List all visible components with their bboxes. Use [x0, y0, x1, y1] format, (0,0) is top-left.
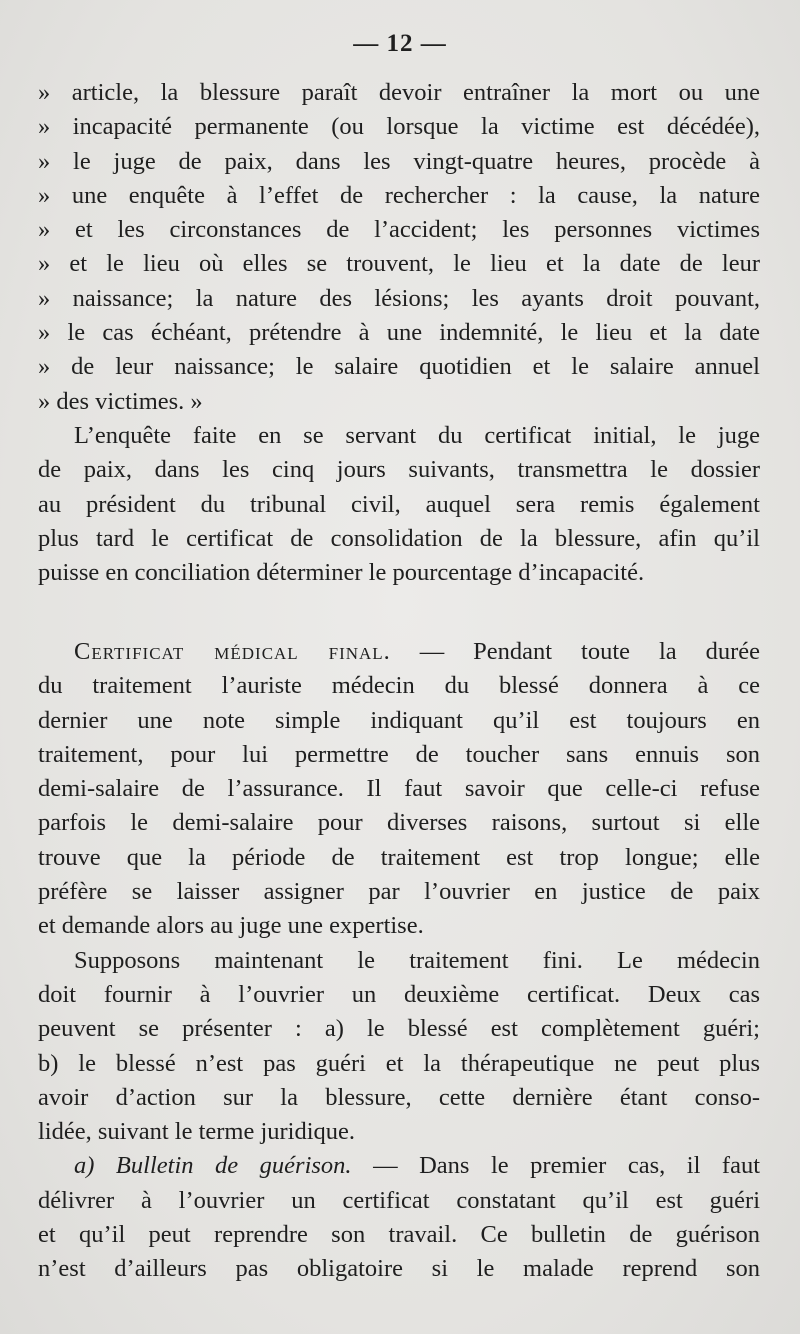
- paragraph-line: au président du tribunal civil, auquel sera remis également: [38, 490, 760, 518]
- paragraph-line: Supposons maintenant le traitement fini. Le médecin: [74, 946, 760, 974]
- paragraph-line: avoir d’action sur la blessure, cette dernière étant conso-: [38, 1083, 760, 1111]
- quoted-line: » et les circonstances de l’accident; les personnes victimes: [38, 216, 760, 244]
- paragraph-line: parfois le demi-salaire pour diverses raisons, surtout si elle: [38, 809, 760, 837]
- paragraph-line: et demande alors au juge une expertise.: [38, 912, 424, 940]
- paragraph-line: puisse en conciliation déterminer le pourcentage d’incapacité.: [38, 559, 645, 587]
- paragraph-line: trouve que la période de traitement est trop longue; elle: [38, 843, 760, 871]
- paragraph-line: délivrer à l’ouvrier un certificat constatant qu’il est guéri: [38, 1186, 760, 1214]
- paragraph-line: traitement, pour lui permettre de toucher sans ennuis son: [38, 740, 760, 768]
- paragraph-line: n’est d’ailleurs pas obligatoire si le malade reprend son: [38, 1255, 760, 1283]
- quoted-line: » le juge de paix, dans les vingt-quatre heures, procède à: [38, 147, 760, 175]
- quoted-line: » une enquête à l’effet de rechercher : la cause, la nature: [38, 181, 760, 209]
- section-heading: Certificat médical final.: [74, 638, 391, 665]
- paragraph-line: de paix, dans les cinq jours suivants, transmettra le dossier: [38, 456, 760, 484]
- quoted-line: » de leur naissance; le salaire quotidien et le salaire annuel: [38, 353, 760, 381]
- subsection-first-line: [38, 1149, 760, 1183]
- paragraph-line: L’enquête faite en se servant du certificat initial, le juge: [74, 421, 760, 449]
- quoted-line: » incapacité permanente (ou lorsque la victime est décédée),: [38, 113, 760, 141]
- paragraph-line: du traitement l’auriste médecin du blessé donnera à ce: [38, 672, 760, 700]
- paragraph-line: et qu’il peut reprendre son travail. Ce bulletin de guérison: [38, 1221, 760, 1249]
- paragraph-line: dernier une note simple indiquant qu’il est toujours en: [38, 706, 760, 734]
- quoted-line: » le cas échéant, prétendre à une indemnité, le lieu et la date: [38, 319, 760, 347]
- quoted-line: » et le lieu où elles se trouvent, le lieu et la date de leur: [38, 250, 760, 278]
- quoted-line: » article, la blessure paraît devoir entraîner la mort ou une: [38, 79, 760, 106]
- paragraph-line: demi-salaire de l’assurance. Il faut savoir que celle-ci refuse: [38, 775, 760, 803]
- page-number: — 12 —: [353, 30, 447, 57]
- paragraph-line: doit fournir à l’ouvrier un deuxième certificat. Deux cas: [38, 980, 760, 1008]
- paragraph-line: plus tard le certificat de consolidation de la blessure, afin qu’il: [38, 524, 760, 552]
- section-first-line: [38, 635, 760, 669]
- text-block-bottom: [38, 635, 760, 1287]
- quoted-line: » naissance; la nature des lésions; les ayants droit pouvant,: [38, 284, 760, 312]
- paragraph-line: préfère se laisser assigner par l’ouvrier en justice de paix: [38, 878, 760, 906]
- subsection-first-line-text: — Dans le premier cas, il faut: [351, 1152, 760, 1180]
- paragraph-line: b) le blessé n’est pas guéri et la thérapeutique ne peut plus: [38, 1049, 760, 1077]
- quoted-line: » des victimes. »: [38, 387, 203, 415]
- subsection-heading: a) Bulletin de guérison.: [74, 1152, 352, 1180]
- paragraph-line: peuvent se présenter : a) le blessé est complètement guéri;: [38, 1015, 760, 1043]
- section-first-line-text: — Pendant toute la durée: [390, 638, 760, 665]
- text-block-top: [38, 76, 760, 590]
- paragraph-line: lidée, suivant le terme juridique.: [38, 1118, 356, 1146]
